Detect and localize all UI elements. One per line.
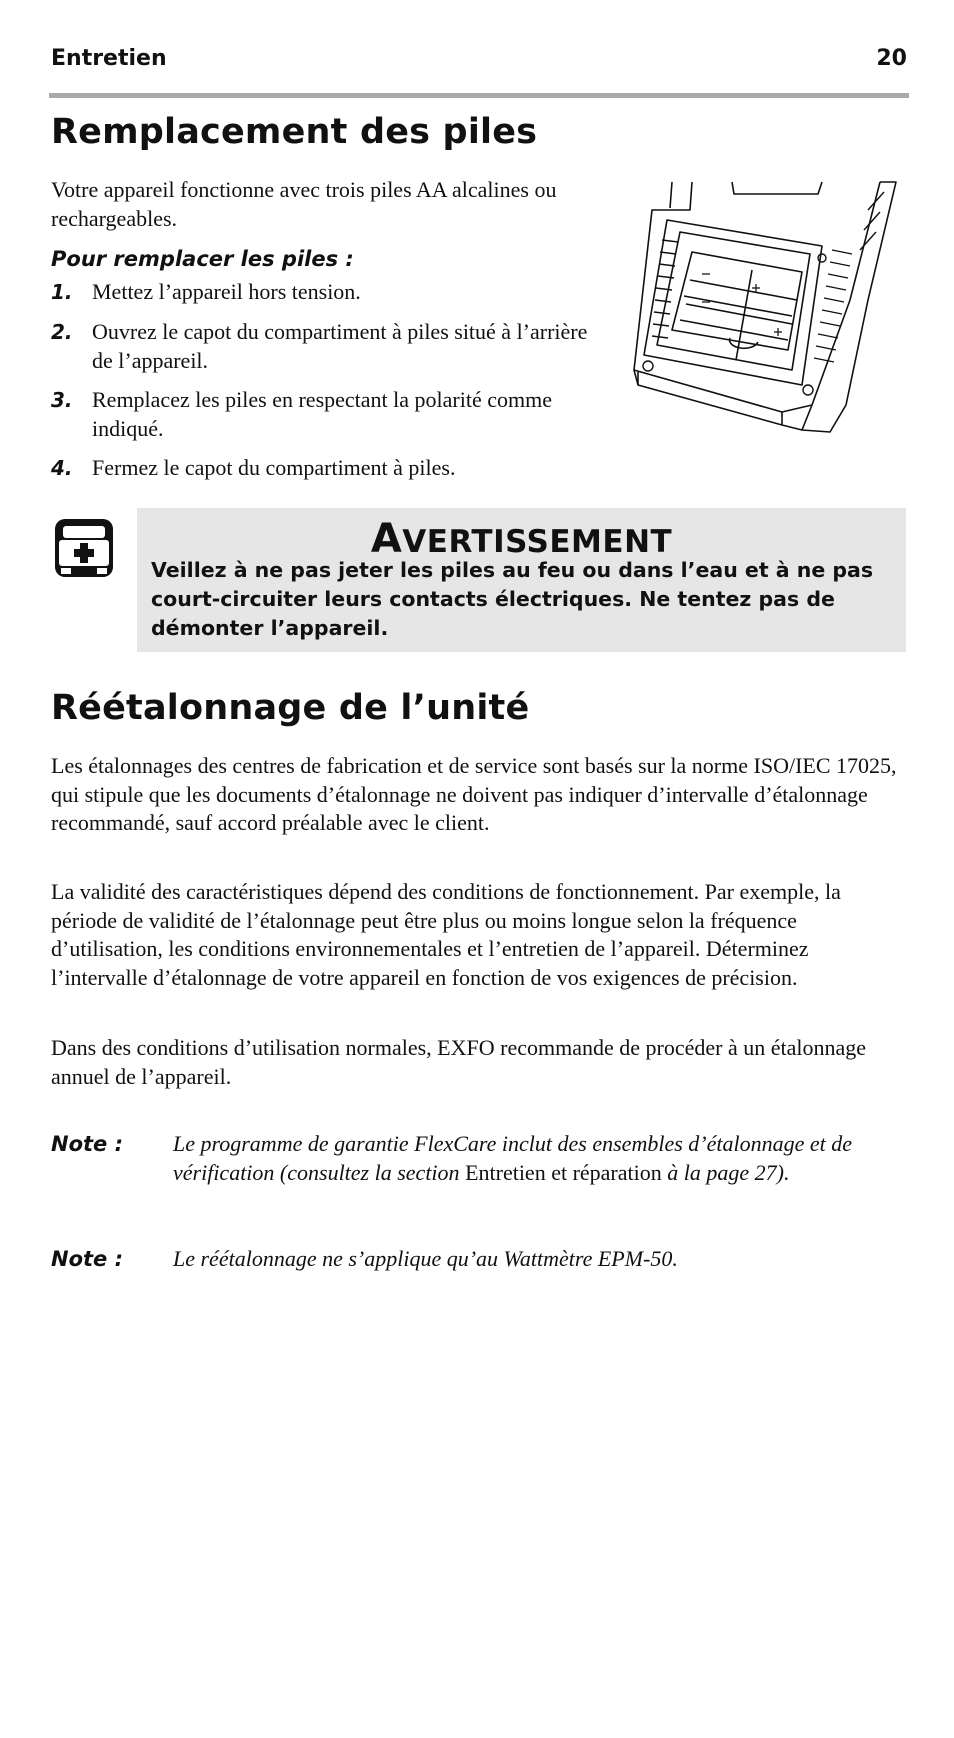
step-text: Fermez le capot du compartiment à piles.	[92, 455, 456, 480]
note-text-part: Le programme de garantie FlexCare inclut des ensembles d’étalonnage et de vérification (consultez la section	[173, 1131, 852, 1185]
chapter-title: Entretien	[51, 46, 167, 71]
page-number: 20	[876, 46, 907, 71]
header-divider	[49, 93, 909, 98]
step-text: Mettez l’appareil hors tension.	[92, 279, 361, 304]
warning-text: Veillez à ne pas jeter les piles au feu ou dans l’eau et à ne pas court-circuiter leurs contacts électriques. Ne tentez pas de démonter l’appareil.	[151, 558, 874, 640]
battery-section-title: Remplacement des piles	[51, 112, 538, 152]
calibration-paragraph: La validité des caractéristiques dépend des conditions de fonctionnement. Par exemple, la période de validité de l’étalonnage peut être plus ou moins longue selon la fréquence d’utilisation, les conditions environnementales et l’entretien de l’appareil. Déterminez l’intervalle d’étalonnage de votre appareil en fonction de vos exigences de précision.	[51, 879, 841, 990]
page-header	[51, 46, 907, 74]
note-text: Le réétalonnage ne s’applique qu’au Wattmètre EPM-50.	[173, 1246, 678, 1271]
step-number: 2.	[51, 320, 73, 344]
procedure-label: Pour remplacer les piles :	[51, 247, 354, 271]
battery-compartment-illustration	[632, 180, 900, 438]
step-number: 4.	[51, 456, 73, 480]
step-number: 3.	[51, 388, 73, 412]
section-link[interactable]: Entretien et réparation	[465, 1159, 662, 1185]
note-text-part: à la page 27).	[661, 1159, 790, 1185]
warning-title-text: AVERTISSEMENT	[370, 516, 673, 562]
step-text: Remplacez les piles en respectant la polarité comme indiqué.	[92, 387, 552, 441]
warning-box	[137, 508, 906, 652]
note-label: Note :	[51, 1247, 123, 1271]
calibration-paragraph: Dans des conditions d’utilisation normales, EXFO recommande de procéder à un étalonnage annuel de l’appareil.	[51, 1035, 866, 1089]
note-text	[173, 1130, 908, 1187]
note-label: Note :	[51, 1132, 123, 1156]
calibration-section-title: Réétalonnage de l’unité	[51, 688, 530, 728]
battery-intro: Votre appareil fonctionne avec trois piles AA alcalines ou rechargeables.	[51, 177, 557, 231]
step-text: Ouvrez le capot du compartiment à piles situé à l’arrière de l’appareil.	[92, 319, 588, 373]
step-number: 1.	[51, 280, 73, 304]
calibration-paragraph: Les étalonnages des centres de fabrication et de service sont basés sur la norme ISO/IEC 17025, qui stipule que les documents d’étalonnage ne doivent pas indiquer d’intervalle d’étalonnage recommandé, sauf accord préalable avec le client.	[51, 753, 897, 835]
first-aid-warning-icon	[52, 516, 116, 580]
